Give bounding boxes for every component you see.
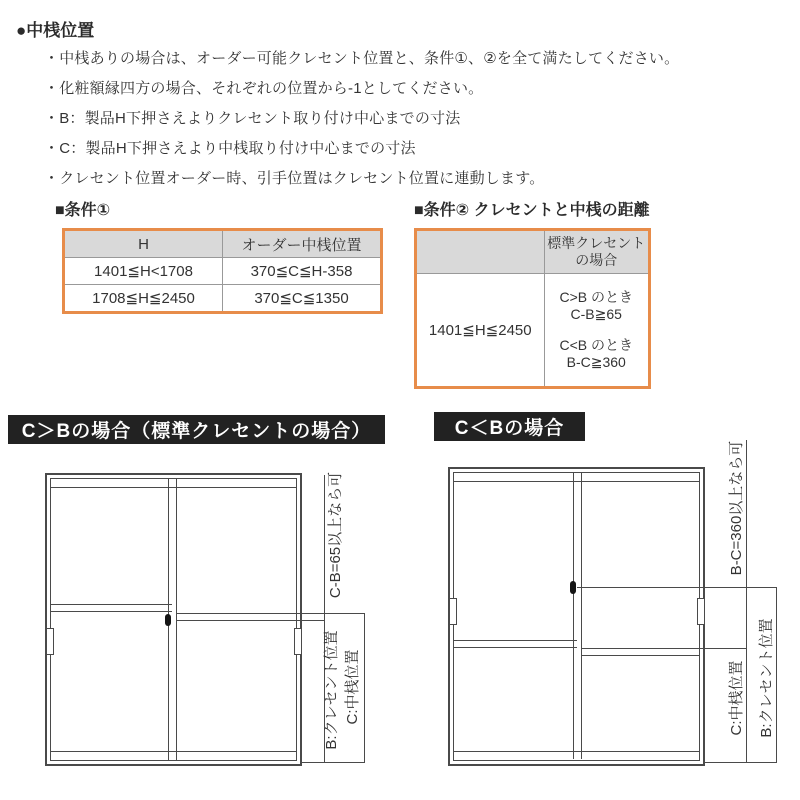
dimension-line-c [746,440,747,762]
crescent-extension-line [176,620,324,621]
diagram-right-banner: C＜Bの場合 [434,412,585,441]
header-cell-h: H [65,231,223,258]
rule-case2-condition: C<B のとき [559,337,633,353]
table-row [65,258,380,285]
pull-handle [294,628,302,655]
mid-rail-line [454,640,577,641]
table-header-row [417,231,648,274]
pull-handle [46,628,54,655]
cell-h-range: 1401≦H≦2450 [417,274,545,386]
label-gap-rule: B-C=360以上なら可 [728,440,745,576]
page-title: ●中桟位置 [16,21,95,40]
pull-handle [697,598,705,625]
header-line2: の場合 [575,252,618,268]
rule-case2 [559,337,633,371]
mid-rail-line [454,647,577,648]
table-row [417,274,648,386]
mid-rail-line [581,655,699,656]
note-definition-c: ・C：製品H下押さえより中桟取り付け中心までの寸法 [44,140,416,157]
rule-case1-condition: C>B のとき [559,289,633,305]
condition1-title: ■条件① [55,202,111,219]
crescent-lock-icon [570,581,576,594]
sash-bottom-rail-line [454,751,699,752]
cell-c-range-2: 370≦C≦1350 [254,290,349,307]
cell-h-range-1: 1401≦H<1708 [65,258,223,285]
header-line1: 標準クレセント [547,235,646,251]
sash-bottom-rail-line [51,751,296,752]
sash-top-rail-line [454,481,699,482]
header-cell-order-position: オーダー中桟位置 [223,231,380,258]
label-midrail-position: C:中桟位置 [728,660,745,736]
header-cell-standard-crescent [545,231,649,274]
mid-rail-line [51,611,172,612]
dimension-line-b [776,587,777,762]
mid-rail-extension-line [581,648,746,649]
label-crescent-position: B:クレセント位置 [758,618,775,738]
center-stile-line [573,473,574,759]
condition2-title: ■条件② クレセントと中桟の距離 [414,202,650,219]
label-crescent-position: B:クレセント位置 [323,630,340,750]
mid-rail-extension-line [176,613,364,614]
header-cell-empty [417,231,545,274]
rule-case1-formula: C-B≧65 [570,306,622,322]
cell-h-range-2: 1708≦H≦2450 [65,285,223,311]
note-handle-link: ・クレセント位置オーダー時、引手位置はクレセント位置に連動します。 [44,170,545,187]
window-inner-frame [453,472,700,761]
table-row [65,285,380,311]
sash-top-rail-line [51,487,296,488]
dimension-baseline [705,762,777,763]
rule-case1 [559,289,633,323]
dimension-line-c [364,613,365,762]
note-decorative-frame: ・化粧額縁四方の場合、それぞれの位置から-1としてください。 [44,80,484,97]
note-order-conditions: ・中桟ありの場合は、オーダー可能クレセント位置と、条件①、②を全て満たしてください。 [44,50,680,67]
note-definition-b: ・B：製品H下押さえよりクレセント取り付け中心までの寸法 [44,110,461,127]
label-midrail-position: C:中桟位置 [344,649,361,725]
pull-handle [449,598,457,625]
condition1-table [62,228,383,314]
crescent-lock-icon [165,614,171,626]
diagram-left-banner: C＞Bの場合（標準クレセントの場合） [8,415,385,444]
rule-case2-formula: B-C≧360 [566,354,626,370]
label-gap-rule: C-B=65以上なら可 [327,471,344,599]
center-stile-line [581,473,582,759]
condition2-table [414,228,651,389]
mid-rail-line [51,604,172,605]
table-header-row [65,231,380,258]
dimension-baseline [302,762,365,763]
cell-crescent-rules [545,274,649,386]
cell-c-range-1: 370≦C≦H-358 [223,258,380,285]
